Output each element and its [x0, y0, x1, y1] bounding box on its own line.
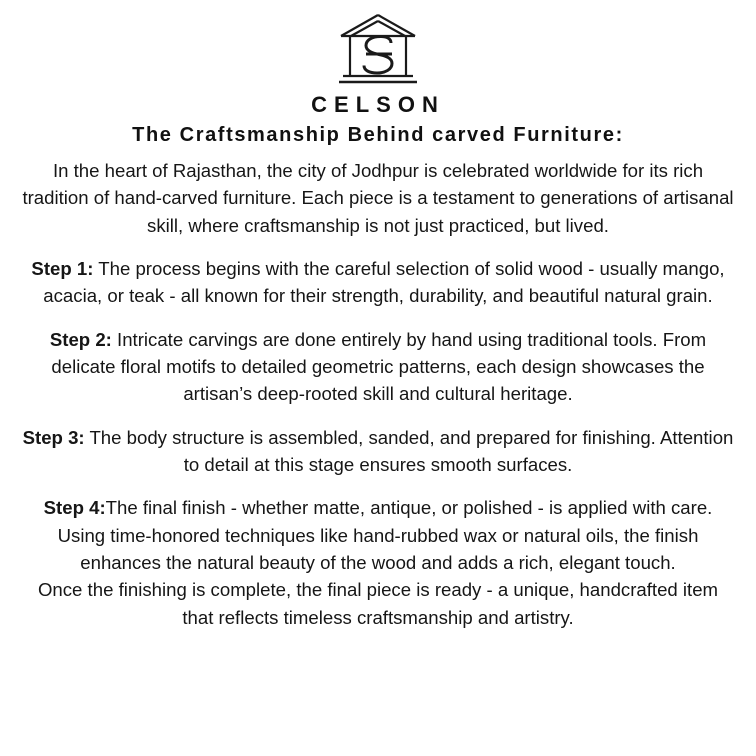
step-1-paragraph: [22, 255, 734, 310]
step-2-label: Step 2:: [49, 328, 112, 350]
step-3-text: The body structure is assembled, sanded, and prepared for finishing. Attention to detail at this stage ensures smooth surfaces.: [84, 426, 734, 475]
step-3-label: Step 3:: [22, 426, 85, 448]
step-3-paragraph: [22, 424, 734, 479]
house-monogram-logo-icon: [335, 12, 421, 86]
logo-container: [16, 12, 740, 86]
article-body: [22, 157, 734, 631]
step-1-text: The process begins with the careful selection of solid wood - usually mango, acacia, or teak - all known for their strength, durability, and beautiful natural grain.: [43, 257, 725, 307]
step-1-label: Step 1:: [31, 257, 94, 279]
page-title: The Craftsmanship Behind carved Furniture:: [132, 124, 624, 146]
step-4-paragraph: [22, 494, 734, 576]
step-4-label: Step 4:: [43, 497, 106, 519]
step-2-text: Intricate carvings are done entirely by hand using traditional tools. From delicate floral motifs to detailed geometric patterns, each design showcases the artisan’s deep-rooted skill and cultural heritage.: [51, 328, 707, 405]
intro-paragraph: In the heart of Rajasthan, the city of Jodhpur is celebrated worldwide for its rich tradition of hand-carved furniture. Each piece is a testament to generations of artisanal skill, where craftsmanship is not just practiced, but lived.: [22, 160, 734, 236]
brand-name: CELSON: [311, 92, 445, 117]
closing-paragraph: Once the finishing is complete, the final piece is ready - a unique, handcrafted item that reflects timeless craftsmanship and artistry.: [37, 579, 719, 628]
step-4-text: The final finish - whether matte, antique, or polished - is applied with care. Using time-honored techniques like hand-rubbed wax or natural oils, the finish enhances the natural beauty of the wood and adds a rich, elegant touch.: [57, 497, 713, 573]
step-2-paragraph: [22, 326, 734, 408]
